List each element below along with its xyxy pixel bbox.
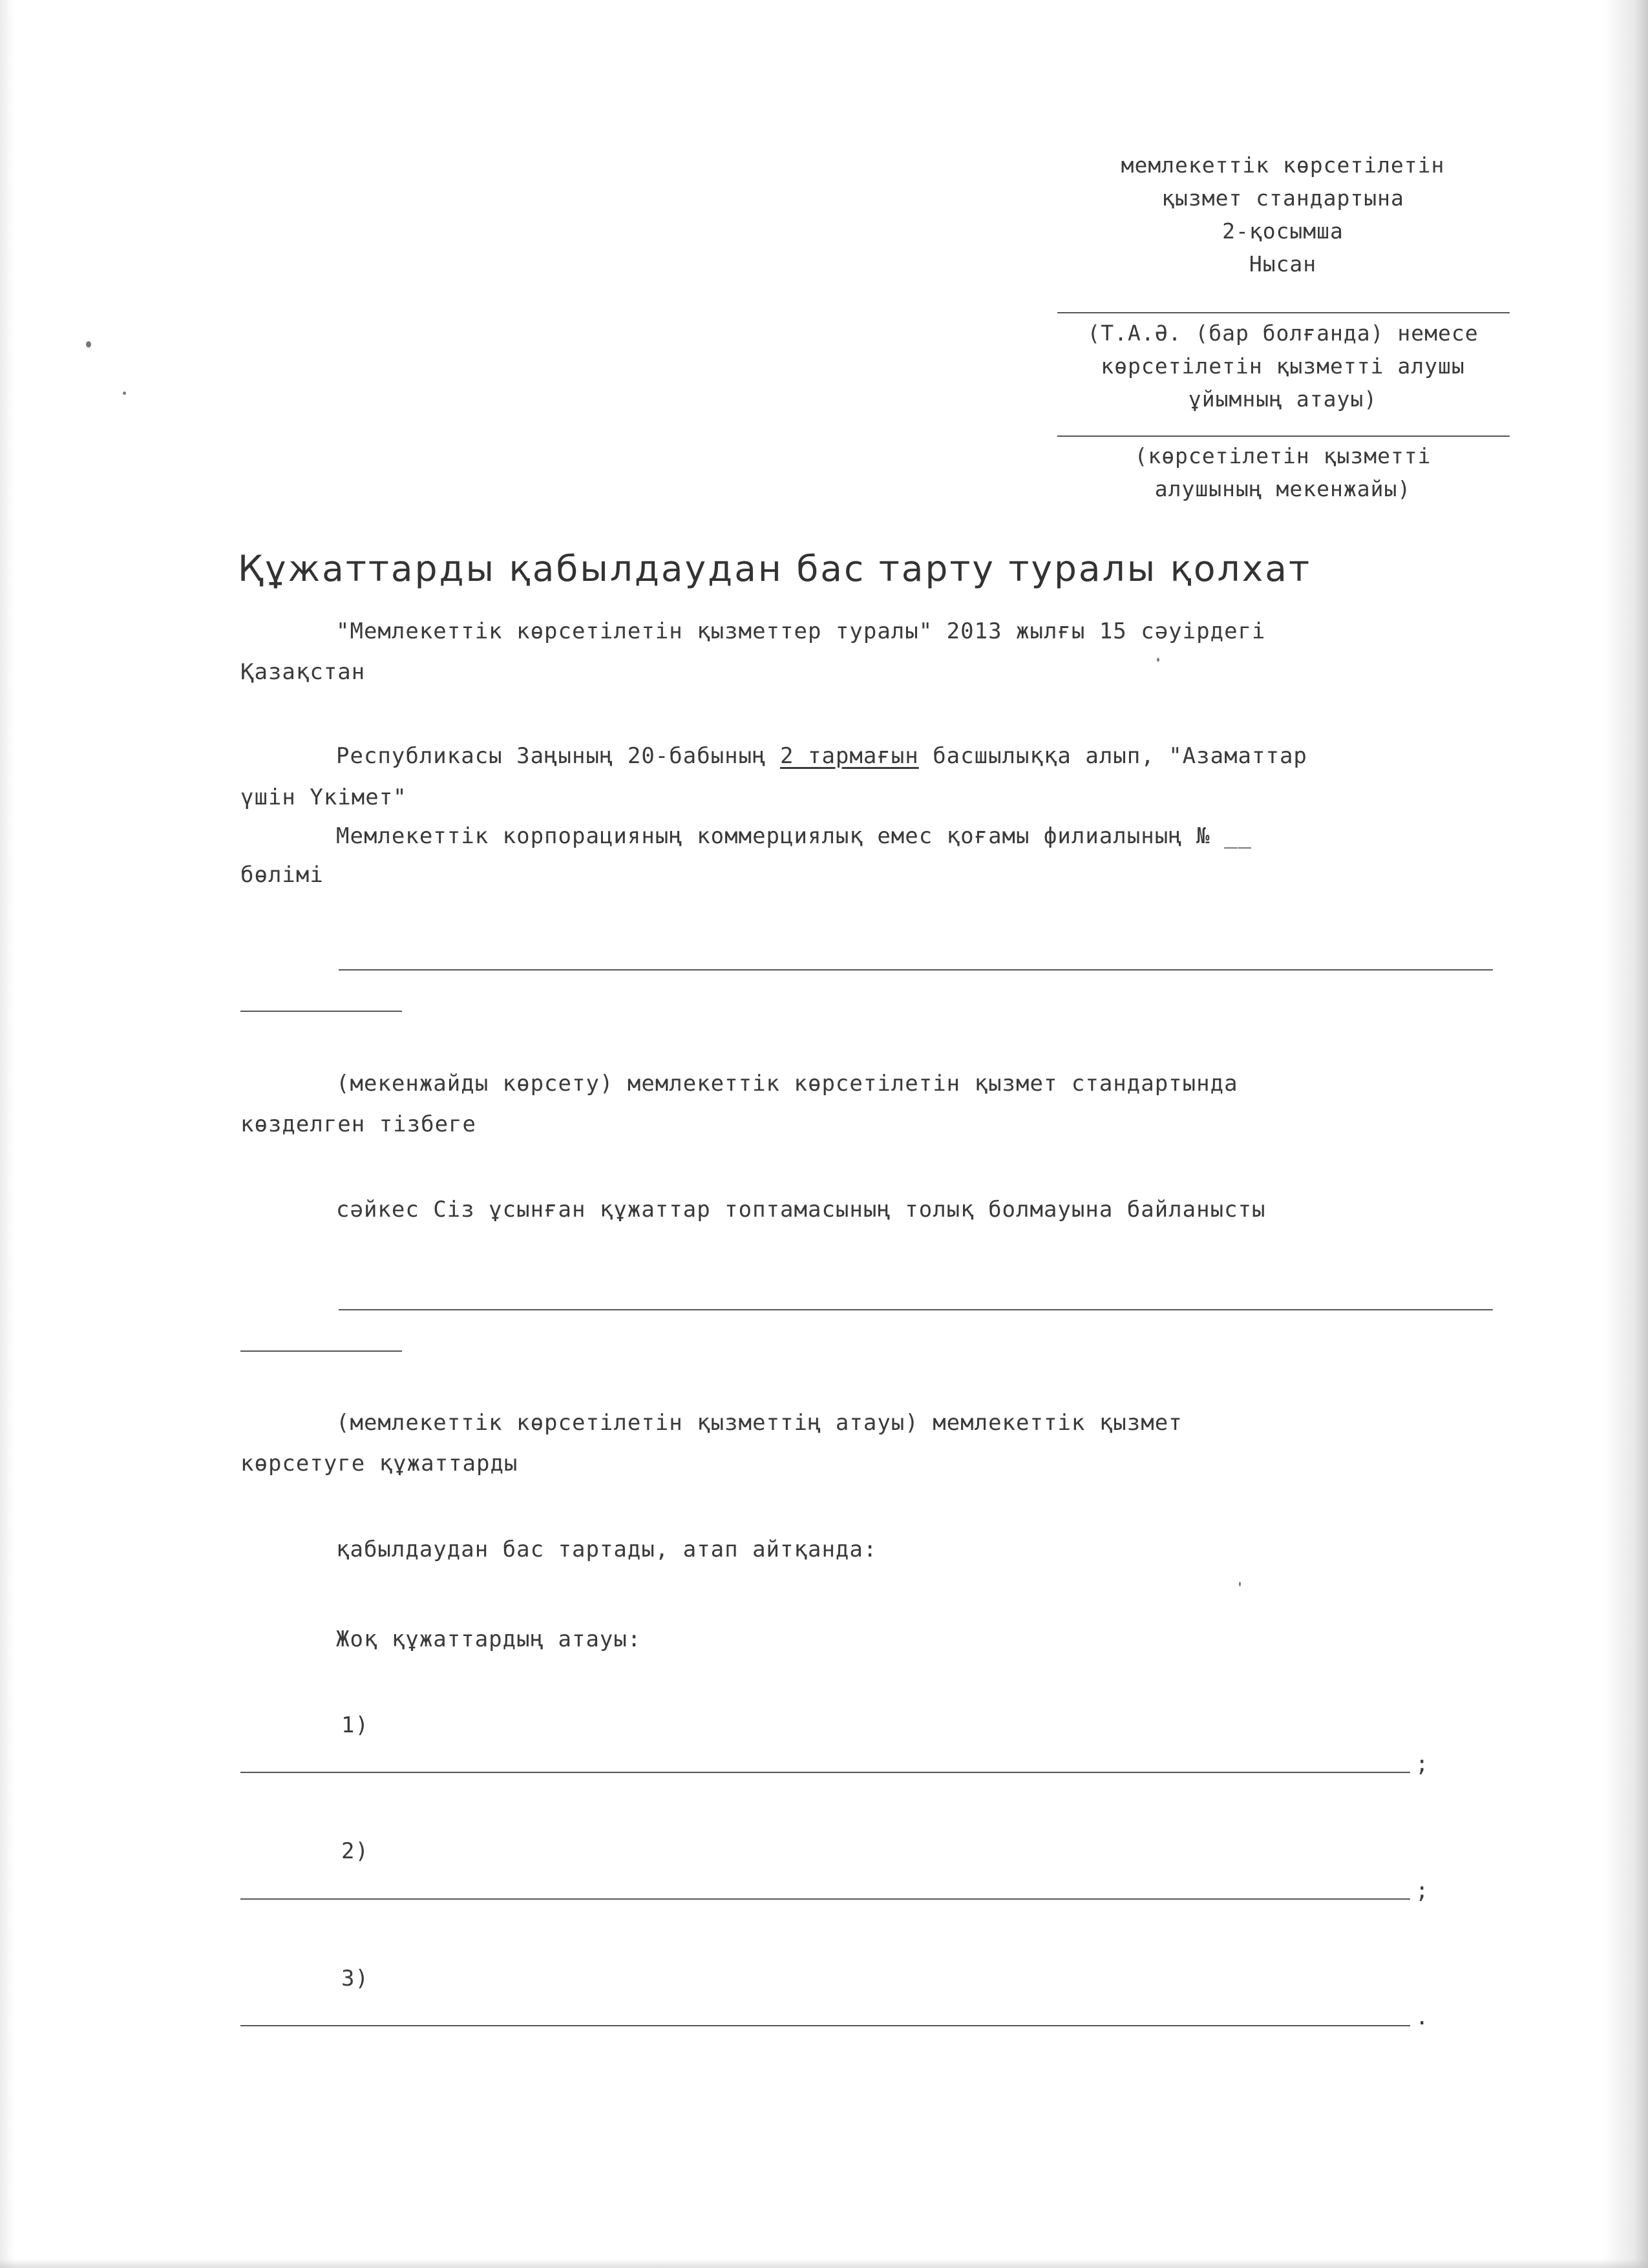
document-title: Құжаттарды қабылдаудан бас тарту туралы қолхат xyxy=(238,548,1312,589)
scan-edge-right xyxy=(1603,0,1648,2268)
header-line: Нысан xyxy=(1249,251,1317,277)
body-text: үшін Үкімет" xyxy=(240,784,407,810)
line-end-mark: ; xyxy=(1415,1751,1430,1777)
body-text: Мемлекеттік корпорацияның коммерциялық емес қоғамы филиалының № __ xyxy=(336,823,1252,849)
law-reference-link[interactable]: 2 тармағын xyxy=(780,743,919,769)
missing-doc-number: 3) xyxy=(341,1966,369,1991)
department-address-line-cont[interactable] xyxy=(240,1011,402,1012)
caption-line: ұйымның атауы) xyxy=(1188,386,1378,412)
header-line: қызмет стандартына xyxy=(1161,185,1404,211)
body-text xyxy=(336,742,1307,770)
scan-edge-left xyxy=(0,0,14,2268)
header-line: мемлекеттік көрсетілетін xyxy=(1121,152,1445,178)
scan-edge-bottom xyxy=(0,2259,1648,2268)
body-text: Қазақстан xyxy=(240,659,366,685)
service-name-line-cont[interactable] xyxy=(240,1350,402,1352)
department-address-line[interactable] xyxy=(339,969,1493,971)
caption-line: (көрсетілетін қызметті xyxy=(1134,443,1431,468)
body-text: бөлімі xyxy=(240,862,324,888)
scan-speck xyxy=(86,341,91,348)
missing-doc-line[interactable] xyxy=(240,1898,1410,1900)
caption-line: (Т.А.Ә. (бар болғанда) немесе xyxy=(1087,320,1479,346)
recipient-name-line[interactable] xyxy=(1057,312,1510,313)
line-end-mark: ; xyxy=(1415,1878,1430,1904)
missing-doc-number: 1) xyxy=(341,1712,369,1738)
scan-speck xyxy=(123,392,126,395)
service-name-line[interactable] xyxy=(339,1309,1493,1310)
body-text: (мекенжайды көрсету) мемлекеттік көрсетілетін қызмет стандартында xyxy=(336,1071,1238,1097)
recipient-address-line[interactable] xyxy=(1057,436,1510,437)
missing-doc-line[interactable] xyxy=(240,1772,1410,1773)
body-text-part: басшылыққа алып, "Азаматтар xyxy=(918,743,1307,769)
body-text: сәйкес Сіз ұсынған құжаттар топтамасының толық болмауына байланысты xyxy=(336,1197,1266,1223)
missing-doc-number: 2) xyxy=(341,1838,369,1864)
body-text-part: Республикасы Заңының 20-бабының xyxy=(336,743,781,769)
header-line: 2-қосымша xyxy=(1222,218,1344,244)
scan-speck xyxy=(1239,1582,1241,1586)
appendix-header xyxy=(1034,149,1532,280)
body-text: көзделген тізбеге xyxy=(240,1111,476,1137)
line-end-mark: . xyxy=(1415,2004,1430,2030)
scan-speck xyxy=(1157,658,1159,662)
body-text: (мемлекеттік көрсетілетін қызметтің атауы) мемлекеттік қызмет xyxy=(336,1410,1183,1436)
recipient-name-caption xyxy=(1034,317,1532,415)
body-text: қабылдаудан бас тартады, атап айтқанда: xyxy=(336,1537,878,1562)
missing-doc-line[interactable] xyxy=(240,2025,1410,2026)
caption-line: алушының мекенжайы) xyxy=(1154,476,1411,501)
recipient-address-caption xyxy=(1034,439,1532,505)
body-text: көрсетуге құжаттарды xyxy=(240,1451,518,1476)
body-text: Жоқ құжаттардың атауы: xyxy=(336,1626,642,1652)
caption-line: көрсетілетін қызметті алушы xyxy=(1101,353,1465,379)
body-text: "Мемлекеттік көрсетілетін қызметтер туралы" 2013 жылғы 15 сәуірдегі xyxy=(336,618,1266,644)
